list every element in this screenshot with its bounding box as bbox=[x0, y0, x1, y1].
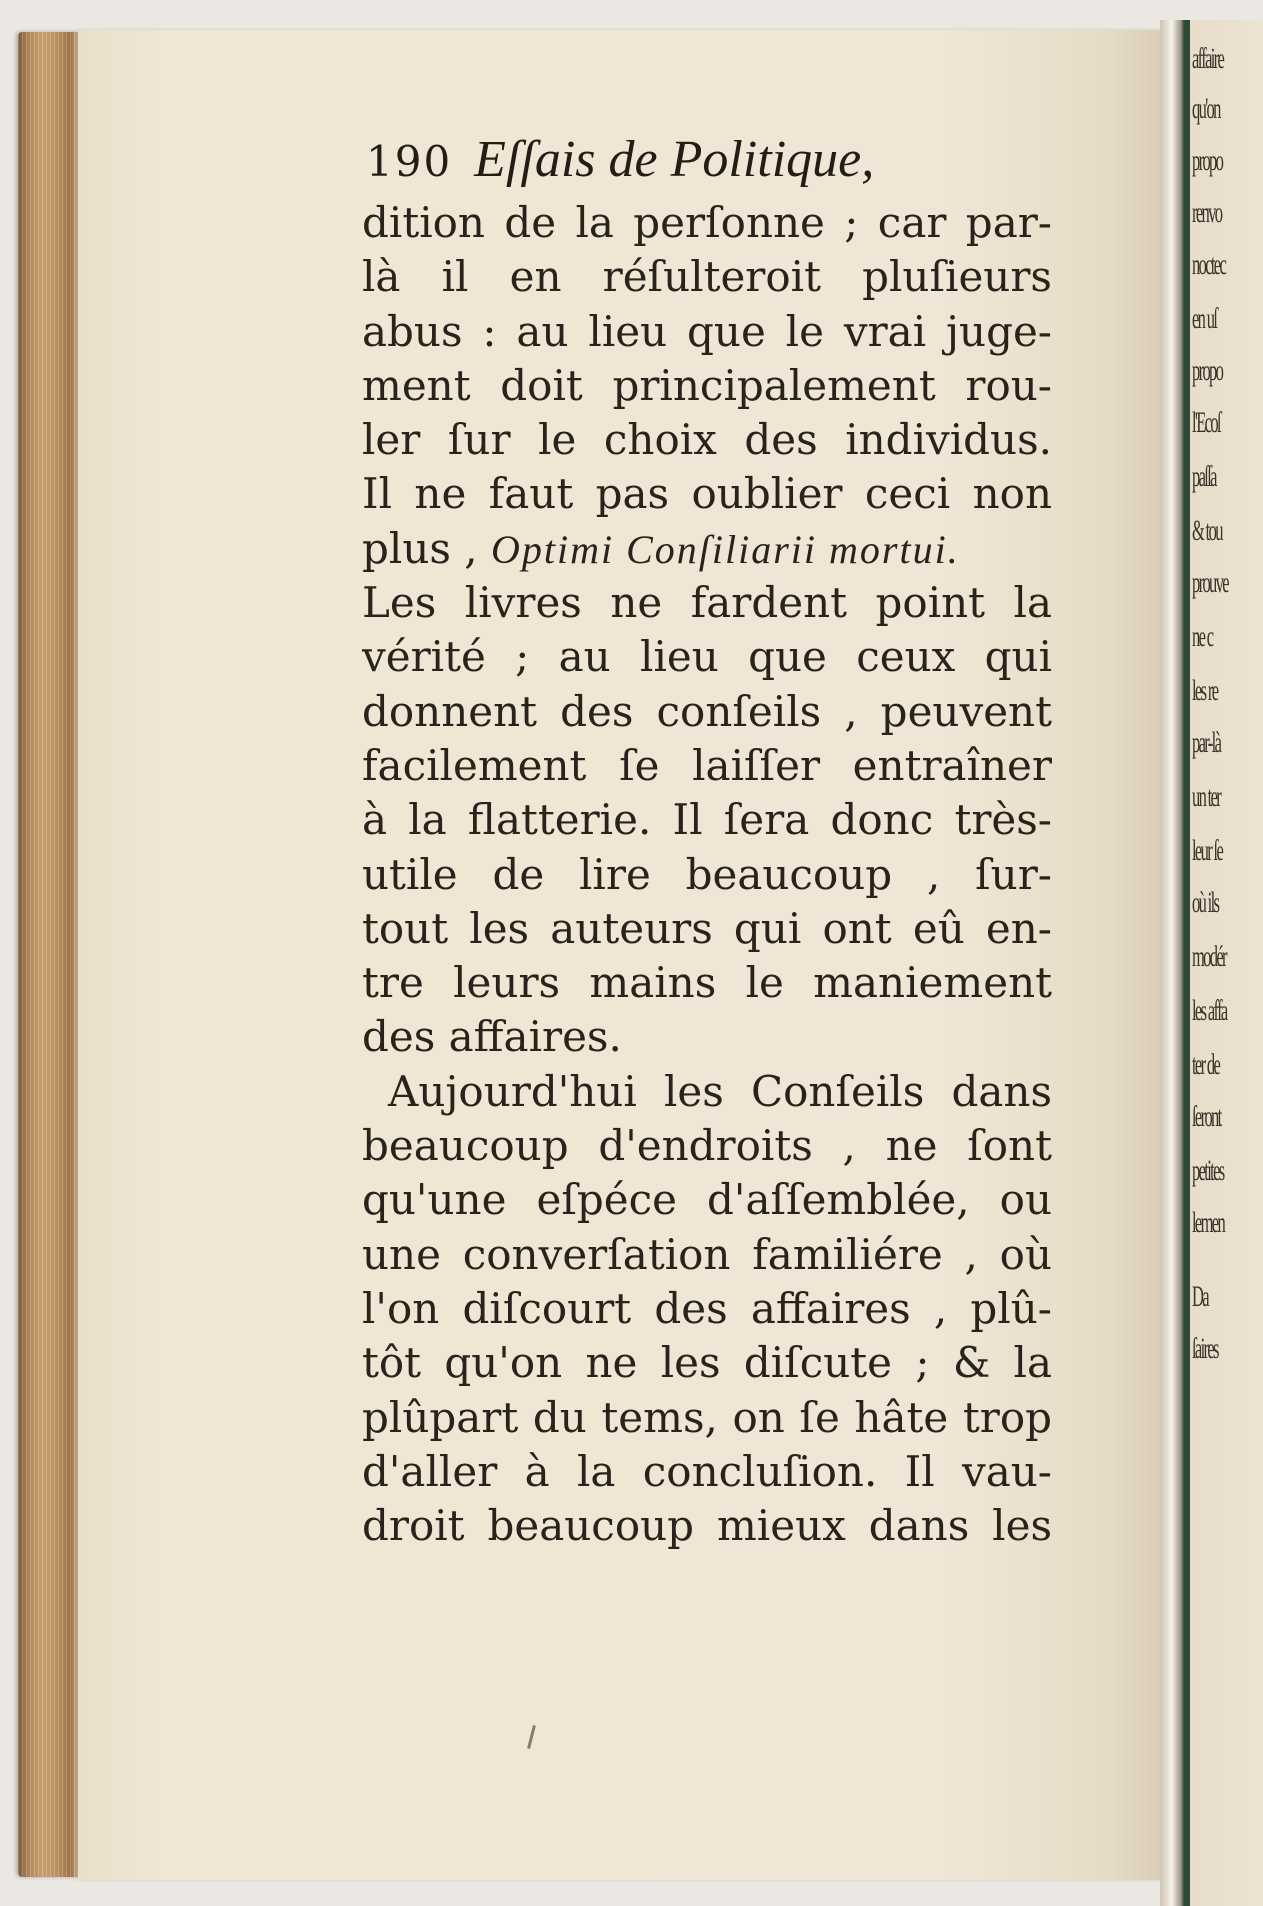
facing-fragment: propo bbox=[1192, 144, 1223, 177]
text-line: tre leurs mains le maniement bbox=[362, 958, 1052, 1008]
running-title: Eſſais de Politique, bbox=[474, 131, 875, 188]
facing-page bbox=[1190, 20, 1263, 1906]
page-header bbox=[366, 130, 1066, 190]
text-line: droit beaucoup mieux dans les bbox=[362, 1501, 1052, 1551]
facing-fragment: par-là bbox=[1192, 726, 1221, 759]
facing-fragment: paſſa bbox=[1192, 460, 1216, 493]
text-line: Il ne faut pas oublier ceci non bbox=[362, 469, 1052, 519]
facing-fragment: leur ſe bbox=[1192, 834, 1223, 867]
facing-fragment: lemen bbox=[1192, 1206, 1225, 1239]
text-line: ler ſur le choix des individus. bbox=[362, 415, 1052, 465]
facing-fragment: ſaires bbox=[1192, 1332, 1218, 1365]
facing-fragment: ſeront bbox=[1192, 1100, 1221, 1133]
text-line: d'aller à la concluſion. Il vau- bbox=[362, 1446, 1052, 1496]
facing-fragment: les affa bbox=[1192, 994, 1227, 1027]
facing-fragment: où ils bbox=[1192, 886, 1219, 919]
text-line: plûpart du tems, on ſe hâte trop bbox=[362, 1392, 1052, 1442]
text-line: abus : au lieu que le vrai juge- bbox=[362, 306, 1052, 356]
text-line: utile de lire beaucoup , ſur- bbox=[362, 849, 1052, 899]
text-fragment: plus , bbox=[362, 523, 478, 573]
text-line: donnent des conſeils , peuvent bbox=[362, 686, 1052, 736]
facing-fragment: & tou bbox=[1192, 514, 1222, 547]
italic-phrase: Optimi Conſiliarii mortui. bbox=[490, 526, 960, 572]
text-line: à la flatterie. Il ſera donc très- bbox=[362, 795, 1052, 845]
page-number: 190 bbox=[366, 137, 453, 186]
body-text bbox=[362, 196, 1052, 1553]
facing-fragment: en uſ bbox=[1192, 302, 1217, 335]
facing-fragment: les re bbox=[1192, 674, 1218, 707]
text-line: beaucoup d'endroits , ne ſont bbox=[362, 1121, 1052, 1171]
text-line-with-italic bbox=[362, 522, 1052, 576]
facing-fragment: petites bbox=[1192, 1154, 1224, 1187]
facing-fragment: prouve bbox=[1192, 566, 1228, 599]
text-line: tôt qu'on ne les diſcute ; & la bbox=[362, 1338, 1052, 1388]
text-line: Les livres ne fardent point la bbox=[362, 578, 1052, 628]
text-line: dition de la perſonne ; car par- bbox=[362, 198, 1052, 247]
text-line: ment doit principalement rou- bbox=[362, 360, 1052, 410]
text-line: une converſation familiére , où bbox=[362, 1229, 1052, 1279]
text-line: qu'une eſpéce d'aſſemblée, ou bbox=[362, 1175, 1052, 1225]
facing-fragment: l'Ecoſ bbox=[1192, 406, 1220, 439]
facing-fragment: modér bbox=[1192, 940, 1226, 973]
text-line: vérité ; au lieu que ceux qui bbox=[362, 632, 1052, 682]
text-line: des affaires. bbox=[362, 1012, 622, 1062]
facing-fragment: qu'on bbox=[1192, 92, 1220, 125]
facing-fragment: ne c bbox=[1192, 620, 1213, 653]
text-line-paragraph-start: Aujourd'hui les Conſeils dans bbox=[388, 1066, 1052, 1116]
facing-fragment: renvo bbox=[1192, 196, 1222, 229]
text-line: l'on diſcourt des affaires , plû- bbox=[362, 1283, 1052, 1333]
facing-fragment: Da bbox=[1192, 1280, 1208, 1313]
facing-fragment: un ter bbox=[1192, 780, 1221, 813]
facing-fragment: noctec bbox=[1192, 248, 1226, 281]
book-gutter bbox=[1160, 20, 1190, 1906]
facing-fragment: propo bbox=[1192, 354, 1223, 387]
page-edge bbox=[18, 32, 80, 1877]
facing-fragment: affaire bbox=[1192, 42, 1224, 75]
text-line: facilement ſe laiſſer entraîner bbox=[362, 740, 1052, 790]
facing-fragment: ter de bbox=[1192, 1048, 1220, 1081]
text-line: tout les auteurs qui ont eû en- bbox=[362, 903, 1052, 953]
text-line: là il en réſulteroit pluſieurs bbox=[362, 252, 1052, 302]
